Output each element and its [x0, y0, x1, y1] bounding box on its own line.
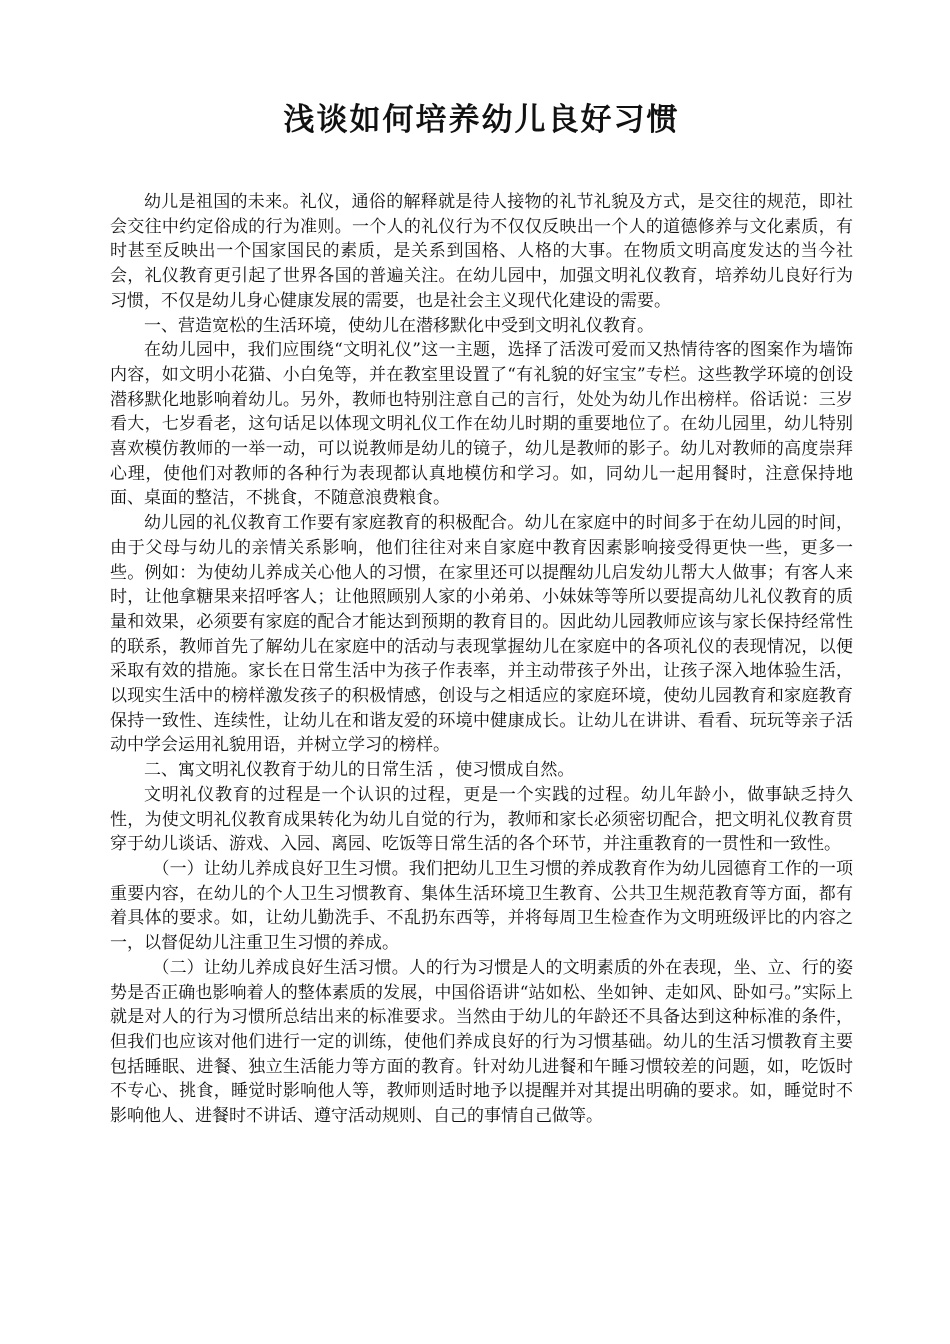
paragraph-environment: 在幼儿园中，我们应围绕“文明礼仪”这一主题，选择了活泼可爱而又热情待客的图案作为墙饰内容，如文明小花猫、小白兔等，并在教室里设置了“有礼貌的好宝宝”专栏。这些教学环境的创设潜移默化地影响着幼儿。另外，教师也特别注意自己的言行，处处为幼儿作出榜样。俗话说：三岁看大，七岁看老，这句话足以体现文明礼仪工作在幼儿时期的重要地位了。在幼儿园里，幼儿特别喜欢模仿教师的一举一动，可以说教师是幼儿的镜子，幼儿是教师的影子。幼儿对教师的高度崇拜心理，使他们对教师的各种行为表现都认真地模仿和学习。如，同幼儿一起用餐时，注意保持地面、桌面的整洁，不挑食，不随意浪费粮食。	[110, 340, 853, 509]
subsection-living-habits: （二）让幼儿养成良好生活习惯。人的行为习惯是人的文明素质的外在表现，坐、立、行的姿势是否正确也影响着人的整体素质的发展，中国俗语讲“站如松、坐如钟、走如风、卧如弓。”实际上就是对人的行为习惯所总结出来的标准要求。当然由于幼儿的年龄还不具备达到这种标准的条件，但我们也应该对他们进行一定的训练，使他们养成良好的行为习惯基础。幼儿的生活习惯教育主要包括睡眠、进餐、独立生活能力等方面的教育。针对幼儿进餐和午睡习惯较差的问题，如，吃饭时不专心、挑食，睡觉时影响他人等，教师则适时地予以提醒并对其提出明确的要求。如，睡觉时不影响他人、进餐时不讲话、遵守活动规则、自己的事情自己做等。	[110, 957, 853, 1127]
paragraph-family: 幼儿园的礼仪教育工作要有家庭教育的积极配合。幼儿在家庭中的时间多于在幼儿园的时间，由于父母与幼儿的亲情关系影响，他们往往对来自家庭中教育因素影响接受得更快一些，更多一些。例如：为使幼儿养成关心他人的习惯，在家里还可以提醒幼儿启发幼儿帮大人做事；有客人来时，让他拿糖果来招呼客人；让他照顾别人家的小弟弟、小妹妹等等所以要提高幼儿礼仪教育的质量和效果，必须要有家庭的配合才能达到预期的教育目的。因此幼儿园教师应该与家长保持经常性的联系，教师首先了解幼儿在家庭中的活动与表现掌握幼儿在家庭中的各项礼仪的表现情况，以便采取有效的措施。家长在日常生活中为孩子作表率，并主动带孩子外出，让孩子深入地体验生活，以现实生活中的榜样激发孩子的积极情感，创设与之相适应的家庭环境，使幼儿园教育和家庭教育保持一致性、连续性，让幼儿在和谐友爱的环境中健康成长。让幼儿在讲讲、看看、玩玩等亲子活动中学会运用礼貌用语，并树立学习的榜样。	[110, 513, 853, 756]
subsection-hygiene: （一）让幼儿养成良好卫生习惯。我们把幼儿卫生习惯的养成教育作为幼儿园德育工作的一项重要内容，在幼儿的个人卫生习惯教育、集体生活环境卫生教育、公共卫生规范教育等方面，都有着具体的要求。如，让幼儿勤洗手、不乱扔东西等，并将每周卫生检查作为文明班级评比的内容之一，以督促幼儿注重卫生习惯的养成。	[110, 858, 853, 954]
section-heading-2: 二、寓文明礼仪教育于幼儿的日常生活 ，使习惯成自然。	[144, 760, 575, 781]
paragraph-intro: 幼儿是祖国的未来。礼仪，通俗的解释就是待人接物的礼节礼貌及方式，是交往的规范，即社会交往中约定俗成的行为准则。一个人的礼仪行为不仅仅反映出一个人的道德修养与文化素质，有时甚至反映出一个国家国民的素质，是关系到国格、人格的大事。在物质文明高度发达的当今社会，礼仪教育更引起了世界各国的普遍关注。在幼儿园中，加强文明礼仪教育，培养幼儿良好行为习惯，不仅是幼儿身心健康发展的需要，也是社会主义现代化建设的需要。	[110, 192, 853, 311]
page-title: 浅谈如何培养幼儿良好习惯	[283, 102, 680, 138]
paragraph-practice: 文明礼仪教育的过程是一个认识的过程，更是一个实践的过程。幼儿年龄小，做事缺乏持久性，为使文明礼仪教育成果转化为幼儿自觉的行为，教师和家长必须密切配合，把文明礼仪教育贯穿于幼儿谈话、游戏、入园、离园、吃饭等日常生活的各个环节，并注重教育的一贯性和一致性。	[110, 784, 853, 855]
section-heading-1: 一、营造宽松的生活环境，使幼儿在潜移默化中受到文明礼仪教育。	[144, 315, 654, 336]
